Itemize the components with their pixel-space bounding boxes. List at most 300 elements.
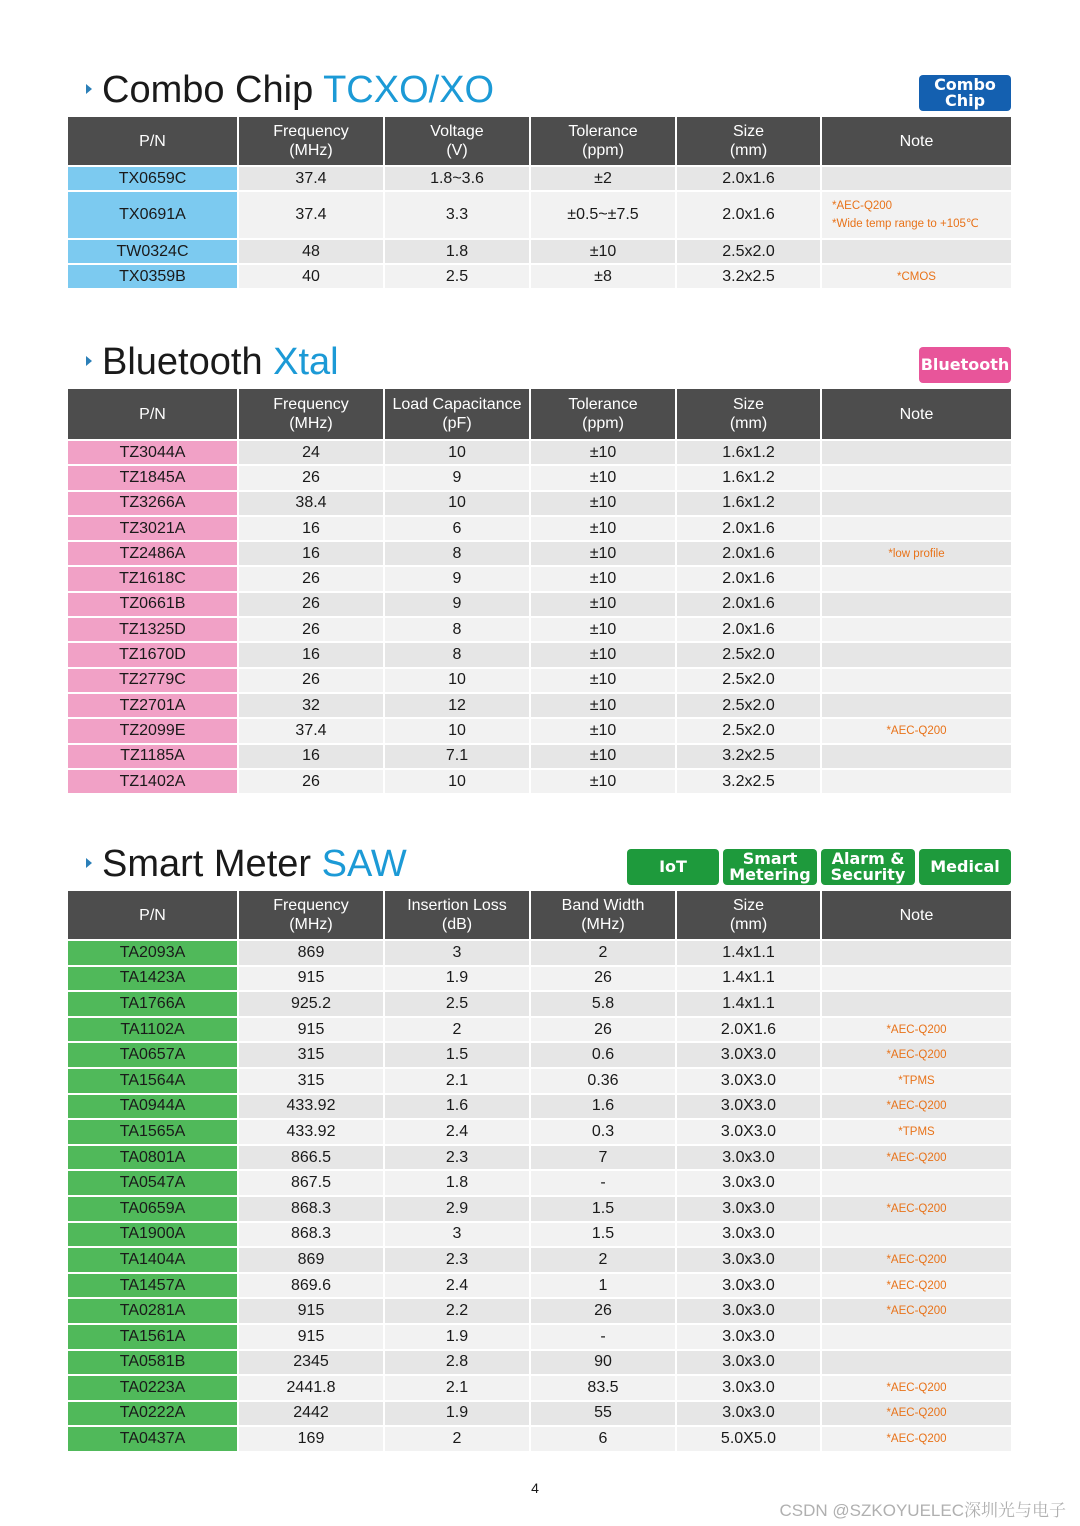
cell-c4: 1.5 <box>531 1223 675 1247</box>
cell-c3: 2.3 <box>385 1248 529 1272</box>
table-row <box>68 1402 1011 1426</box>
cell-c3: 9 <box>385 593 529 616</box>
note-cell <box>822 1325 1011 1349</box>
part-number: TZ1845A <box>68 466 237 489</box>
part-number: TZ3266A <box>68 492 237 515</box>
table-row <box>68 967 1011 991</box>
part-number: TZ1325D <box>68 618 237 641</box>
cell-size: 2.5x2.0 <box>677 643 820 666</box>
part-number: TA0437A <box>68 1427 237 1451</box>
note-cell: *AEC-Q200 <box>822 1274 1011 1298</box>
smart-meter-saw-title: Smart Meter SAW <box>86 844 407 884</box>
table-row <box>68 719 1011 742</box>
cell-size: 3.0x3.0 <box>677 1248 820 1272</box>
cell-c4: 83.5 <box>531 1376 675 1400</box>
bullet-arrow-icon <box>86 84 92 94</box>
page-number: 4 <box>531 1480 539 1496</box>
category-tag: Combo Chip <box>919 75 1011 111</box>
cell-c4: 1.5 <box>531 1197 675 1221</box>
part-number: TX0659C <box>68 167 237 190</box>
cell-c4: ±10 <box>531 517 675 540</box>
cell-c4: ±10 <box>531 770 675 793</box>
part-number: TZ1185A <box>68 745 237 768</box>
note-cell: *AEC-Q200 <box>822 1427 1011 1451</box>
table-row <box>68 618 1011 641</box>
cell-freq: 869 <box>239 1248 383 1272</box>
table-row <box>68 1376 1011 1400</box>
table-row <box>68 1171 1011 1195</box>
cell-size: 3.2x2.5 <box>677 265 820 288</box>
note-cell: *TPMS <box>822 1120 1011 1144</box>
cell-size: 2.5x2.0 <box>677 694 820 717</box>
cell-c4: ±10 <box>531 669 675 692</box>
part-number: TA0657A <box>68 1043 237 1067</box>
cell-c4: 5.8 <box>531 992 675 1016</box>
cell-c3: 1.9 <box>385 1325 529 1349</box>
cell-freq: 40 <box>239 265 383 288</box>
cell-c4: ±10 <box>531 719 675 742</box>
note-cell <box>822 167 1011 190</box>
table-row <box>68 593 1011 616</box>
note-cell: *AEC-Q200 <box>822 1043 1011 1067</box>
table-row <box>68 1248 1011 1272</box>
cell-freq: 24 <box>239 441 383 464</box>
note-cell: *AEC-Q200 <box>822 1018 1011 1042</box>
cell-c3: 3 <box>385 1223 529 1247</box>
cell-size: 3.0x3.0 <box>677 1402 820 1426</box>
cell-freq: 915 <box>239 967 383 991</box>
note-cell: *low profile <box>822 542 1011 565</box>
cell-c4: ±2 <box>531 167 675 190</box>
cell-freq: 869 <box>239 941 383 965</box>
table-row <box>68 192 1011 238</box>
cell-c4: 55 <box>531 1402 675 1426</box>
cell-c3: 7.1 <box>385 745 529 768</box>
cell-c4: 6 <box>531 1427 675 1451</box>
cell-c4: 0.36 <box>531 1069 675 1093</box>
cell-size: 3.0x3.0 <box>677 1171 820 1195</box>
cell-freq: 16 <box>239 517 383 540</box>
cell-size: 5.0X5.0 <box>677 1427 820 1451</box>
note-cell <box>822 669 1011 692</box>
table-row <box>68 1351 1011 1375</box>
cell-c4: 0.3 <box>531 1120 675 1144</box>
cell-size: 3.0X3.0 <box>677 1120 820 1144</box>
table-row <box>68 669 1011 692</box>
table-row <box>68 745 1011 768</box>
column-header: Size (mm) <box>677 117 820 165</box>
cell-c3: 1.5 <box>385 1043 529 1067</box>
cell-c4: ±10 <box>531 618 675 641</box>
cell-c3: 2.9 <box>385 1197 529 1221</box>
column-header: Size (mm) <box>677 891 820 939</box>
cell-c3: 2.4 <box>385 1274 529 1298</box>
cell-freq: 866.5 <box>239 1146 383 1170</box>
cell-c3: 12 <box>385 694 529 717</box>
cell-size: 3.2x2.5 <box>677 745 820 768</box>
category-tag: Alarm & Security <box>821 849 915 885</box>
cell-freq: 2441.8 <box>239 1376 383 1400</box>
note-cell <box>822 770 1011 793</box>
category-tag: Medical <box>919 849 1011 885</box>
cell-c4: ±10 <box>531 492 675 515</box>
cell-c3: 2.8 <box>385 1351 529 1375</box>
part-number: TA0801A <box>68 1146 237 1170</box>
cell-c4: 1 <box>531 1274 675 1298</box>
table-row <box>68 567 1011 590</box>
column-header: Band Width (MHz) <box>531 891 675 939</box>
cell-c3: 2.5 <box>385 265 529 288</box>
part-number: TA0581B <box>68 1351 237 1375</box>
cell-freq: 26 <box>239 567 383 590</box>
cell-size: 2.5x2.0 <box>677 240 820 263</box>
cell-c3: 10 <box>385 492 529 515</box>
cell-size: 2.5x2.0 <box>677 669 820 692</box>
smart-meter-saw-table <box>66 889 1013 1453</box>
note-cell <box>822 1223 1011 1247</box>
column-header: Load Capacitance (pF) <box>385 389 529 439</box>
cell-c4: - <box>531 1171 675 1195</box>
cell-c3: 10 <box>385 441 529 464</box>
cell-freq: 869.6 <box>239 1274 383 1298</box>
note-cell: *AEC-Q200 <box>822 1402 1011 1426</box>
cell-c4: ±0.5~±7.5 <box>531 192 675 238</box>
bluetooth-xtal-title: Bluetooth Xtal <box>86 342 339 382</box>
note-cell <box>822 941 1011 965</box>
cell-c3: 3 <box>385 941 529 965</box>
part-number: TZ3044A <box>68 441 237 464</box>
note-cell <box>822 517 1011 540</box>
cell-c3: 1.9 <box>385 967 529 991</box>
cell-size: 3.0x3.0 <box>677 1325 820 1349</box>
cell-c4: ±10 <box>531 643 675 666</box>
note-cell <box>822 466 1011 489</box>
cell-c3: 6 <box>385 517 529 540</box>
cell-size: 3.0x3.0 <box>677 1351 820 1375</box>
note-cell <box>822 1171 1011 1195</box>
cell-c4: - <box>531 1325 675 1349</box>
table-row <box>68 542 1011 565</box>
cell-size: 1.4x1.1 <box>677 941 820 965</box>
cell-size: 3.0x3.0 <box>677 1274 820 1298</box>
note-cell <box>822 492 1011 515</box>
cell-c4: 7 <box>531 1146 675 1170</box>
note-cell: *AEC-Q200 <box>822 719 1011 742</box>
cell-c4: 1.6 <box>531 1095 675 1119</box>
cell-size: 3.2x2.5 <box>677 770 820 793</box>
column-header: Tolerance (ppm) <box>531 117 675 165</box>
part-number: TZ1670D <box>68 643 237 666</box>
note-cell: *AEC-Q200 <box>822 1146 1011 1170</box>
bluetooth-tags <box>919 347 1011 383</box>
cell-c4: 26 <box>531 967 675 991</box>
cell-c4: ±10 <box>531 593 675 616</box>
table-row <box>68 1069 1011 1093</box>
cell-freq: 868.3 <box>239 1197 383 1221</box>
cell-freq: 315 <box>239 1069 383 1093</box>
combo-chip-tags <box>919 75 1011 111</box>
table-row <box>68 1197 1011 1221</box>
table-row <box>68 1299 1011 1323</box>
note-cell: *AEC-Q200 <box>822 1248 1011 1272</box>
table-row <box>68 992 1011 1016</box>
cell-size: 2.5x2.0 <box>677 719 820 742</box>
cell-size: 3.0x3.0 <box>677 1376 820 1400</box>
cell-size: 2.0X1.6 <box>677 1018 820 1042</box>
cell-freq: 2345 <box>239 1351 383 1375</box>
cell-c4: 26 <box>531 1018 675 1042</box>
cell-c3: 9 <box>385 567 529 590</box>
cell-size: 3.0X3.0 <box>677 1095 820 1119</box>
cell-c3: 1.8 <box>385 240 529 263</box>
bullet-arrow-icon <box>86 356 92 366</box>
cell-c3: 10 <box>385 770 529 793</box>
column-header: P/N <box>68 389 237 439</box>
cell-c3: 2.1 <box>385 1069 529 1093</box>
watermark: CSDN @SZKOYUELEC深圳光与电子 <box>779 1501 1066 1520</box>
cell-c4: 2 <box>531 941 675 965</box>
cell-freq: 32 <box>239 694 383 717</box>
cell-size: 3.0x3.0 <box>677 1223 820 1247</box>
cell-c3: 2.1 <box>385 1376 529 1400</box>
cell-c3: 9 <box>385 466 529 489</box>
column-header: P/N <box>68 117 237 165</box>
cell-freq: 48 <box>239 240 383 263</box>
cell-c3: 10 <box>385 719 529 742</box>
part-number: TZ1402A <box>68 770 237 793</box>
note-cell: *TPMS <box>822 1069 1011 1093</box>
cell-freq: 37.4 <box>239 192 383 238</box>
note-cell <box>822 745 1011 768</box>
cell-freq: 37.4 <box>239 167 383 190</box>
table-row <box>68 1325 1011 1349</box>
part-number: TA0222A <box>68 1402 237 1426</box>
cell-freq: 26 <box>239 669 383 692</box>
cell-freq: 2442 <box>239 1402 383 1426</box>
table-row <box>68 240 1011 263</box>
table-row <box>68 1120 1011 1144</box>
part-number: TA0281A <box>68 1299 237 1323</box>
cell-c4: ±10 <box>531 542 675 565</box>
table-row <box>68 1274 1011 1298</box>
cell-size: 2.0x1.6 <box>677 567 820 590</box>
cell-c3: 1.8~3.6 <box>385 167 529 190</box>
cell-size: 2.0x1.6 <box>677 542 820 565</box>
table-row <box>68 441 1011 464</box>
column-header: Tolerance (ppm) <box>531 389 675 439</box>
table-row <box>68 643 1011 666</box>
cell-c4: 0.6 <box>531 1043 675 1067</box>
cell-c4: ±8 <box>531 265 675 288</box>
cell-c3: 1.8 <box>385 1171 529 1195</box>
part-number: TA1404A <box>68 1248 237 1272</box>
part-number: TA1561A <box>68 1325 237 1349</box>
cell-freq: 925.2 <box>239 992 383 1016</box>
column-header: Note <box>822 389 1011 439</box>
part-number: TX0691A <box>68 192 237 238</box>
cell-freq: 16 <box>239 643 383 666</box>
cell-c4: ±10 <box>531 745 675 768</box>
cell-size: 2.0x1.6 <box>677 618 820 641</box>
cell-c3: 2 <box>385 1427 529 1451</box>
cell-size: 3.0X3.0 <box>677 1043 820 1067</box>
cell-freq: 37.4 <box>239 719 383 742</box>
table-row <box>68 1223 1011 1247</box>
column-header: Insertion Loss (dB) <box>385 891 529 939</box>
table-row <box>68 517 1011 540</box>
part-number: TA1457A <box>68 1274 237 1298</box>
cell-c3: 1.6 <box>385 1095 529 1119</box>
note-cell <box>822 441 1011 464</box>
note-cell: *AEC-Q200 <box>822 1376 1011 1400</box>
cell-size: 3.0X3.0 <box>677 1069 820 1093</box>
cell-c4: 2 <box>531 1248 675 1272</box>
category-tag: IoT <box>627 849 719 885</box>
bluetooth-xtal-table <box>66 387 1013 795</box>
column-header: Frequency (MHz) <box>239 891 383 939</box>
cell-size: 1.6x1.2 <box>677 492 820 515</box>
cell-c3: 3.3 <box>385 192 529 238</box>
note-cell: *AEC-Q200 <box>822 1197 1011 1221</box>
cell-freq: 915 <box>239 1299 383 1323</box>
note-cell <box>822 567 1011 590</box>
cell-c3: 2.5 <box>385 992 529 1016</box>
part-number: TA0223A <box>68 1376 237 1400</box>
combo-chip-table <box>66 115 1013 290</box>
note-cell <box>822 967 1011 991</box>
cell-c4: 90 <box>531 1351 675 1375</box>
smart-meter-tags <box>627 849 1011 885</box>
cell-size: 2.0x1.6 <box>677 593 820 616</box>
part-number: TZ1618C <box>68 567 237 590</box>
cell-c3: 2.4 <box>385 1120 529 1144</box>
column-header: Note <box>822 117 1011 165</box>
part-number: TZ3021A <box>68 517 237 540</box>
table-row <box>68 1427 1011 1451</box>
note-cell: *AEC-Q200 <box>822 1299 1011 1323</box>
cell-c3: 8 <box>385 542 529 565</box>
part-number: TA1900A <box>68 1223 237 1247</box>
combo-chip-title: Combo Chip TCXO/XO <box>86 70 494 110</box>
cell-size: 3.0x3.0 <box>677 1197 820 1221</box>
cell-freq: 915 <box>239 1325 383 1349</box>
table-row <box>68 265 1011 288</box>
column-header: Size (mm) <box>677 389 820 439</box>
cell-c3: 2.3 <box>385 1146 529 1170</box>
cell-freq: 915 <box>239 1018 383 1042</box>
cell-c3: 2 <box>385 1018 529 1042</box>
part-number: TZ2486A <box>68 542 237 565</box>
cell-c4: 26 <box>531 1299 675 1323</box>
cell-freq: 26 <box>239 618 383 641</box>
cell-size: 1.4x1.1 <box>677 992 820 1016</box>
note-cell: *AEC-Q200 <box>822 1095 1011 1119</box>
table-row <box>68 694 1011 717</box>
column-header: Frequency (MHz) <box>239 389 383 439</box>
cell-c3: 8 <box>385 643 529 666</box>
note-cell <box>822 694 1011 717</box>
cell-freq: 433.92 <box>239 1120 383 1144</box>
cell-freq: 38.4 <box>239 492 383 515</box>
cell-freq: 26 <box>239 466 383 489</box>
cell-size: 1.6x1.2 <box>677 466 820 489</box>
cell-freq: 16 <box>239 542 383 565</box>
cell-c4: ±10 <box>531 240 675 263</box>
column-header: P/N <box>68 891 237 939</box>
part-number: TA0944A <box>68 1095 237 1119</box>
part-number: TA1102A <box>68 1018 237 1042</box>
part-number: TA0659A <box>68 1197 237 1221</box>
note-cell <box>822 240 1011 263</box>
category-tag: Bluetooth <box>919 347 1011 383</box>
cell-size: 3.0x3.0 <box>677 1299 820 1323</box>
table-row <box>68 167 1011 190</box>
note-cell <box>822 643 1011 666</box>
part-number: TZ2099E <box>68 719 237 742</box>
table-row <box>68 1043 1011 1067</box>
cell-size: 2.0x1.6 <box>677 192 820 238</box>
cell-freq: 26 <box>239 770 383 793</box>
part-number: TZ2779C <box>68 669 237 692</box>
cell-freq: 315 <box>239 1043 383 1067</box>
part-number: TA2093A <box>68 941 237 965</box>
table-row <box>68 466 1011 489</box>
column-header: Voltage (V) <box>385 117 529 165</box>
note-cell: *CMOS <box>822 265 1011 288</box>
cell-c3: 8 <box>385 618 529 641</box>
cell-c3: 1.9 <box>385 1402 529 1426</box>
cell-c4: ±10 <box>531 694 675 717</box>
cell-c4: ±10 <box>531 567 675 590</box>
column-header: Frequency (MHz) <box>239 117 383 165</box>
cell-freq: 433.92 <box>239 1095 383 1119</box>
table-row <box>68 770 1011 793</box>
note-cell: *AEC-Q200 *Wide temp range to +105℃ <box>822 192 1011 238</box>
cell-freq: 26 <box>239 593 383 616</box>
part-number: TA1423A <box>68 967 237 991</box>
cell-freq: 867.5 <box>239 1171 383 1195</box>
part-number: TA0547A <box>68 1171 237 1195</box>
part-number: TA1766A <box>68 992 237 1016</box>
cell-c4: ±10 <box>531 441 675 464</box>
cell-c3: 2.2 <box>385 1299 529 1323</box>
category-tag: Smart Metering <box>723 849 817 885</box>
note-cell <box>822 618 1011 641</box>
cell-c4: ±10 <box>531 466 675 489</box>
part-number: TX0359B <box>68 265 237 288</box>
part-number: TZ2701A <box>68 694 237 717</box>
column-header: Note <box>822 891 1011 939</box>
part-number: TA1564A <box>68 1069 237 1093</box>
table-row <box>68 1095 1011 1119</box>
note-cell <box>822 992 1011 1016</box>
cell-size: 2.0x1.6 <box>677 517 820 540</box>
part-number: TA1565A <box>68 1120 237 1144</box>
cell-freq: 16 <box>239 745 383 768</box>
note-cell <box>822 1351 1011 1375</box>
bullet-arrow-icon <box>86 858 92 868</box>
cell-size: 1.4x1.1 <box>677 967 820 991</box>
part-number: TZ0661B <box>68 593 237 616</box>
cell-freq: 868.3 <box>239 1223 383 1247</box>
cell-freq: 169 <box>239 1427 383 1451</box>
cell-c3: 10 <box>385 669 529 692</box>
table-row <box>68 1018 1011 1042</box>
table-row <box>68 941 1011 965</box>
table-row <box>68 1146 1011 1170</box>
cell-size: 1.6x1.2 <box>677 441 820 464</box>
part-number: TW0324C <box>68 240 237 263</box>
